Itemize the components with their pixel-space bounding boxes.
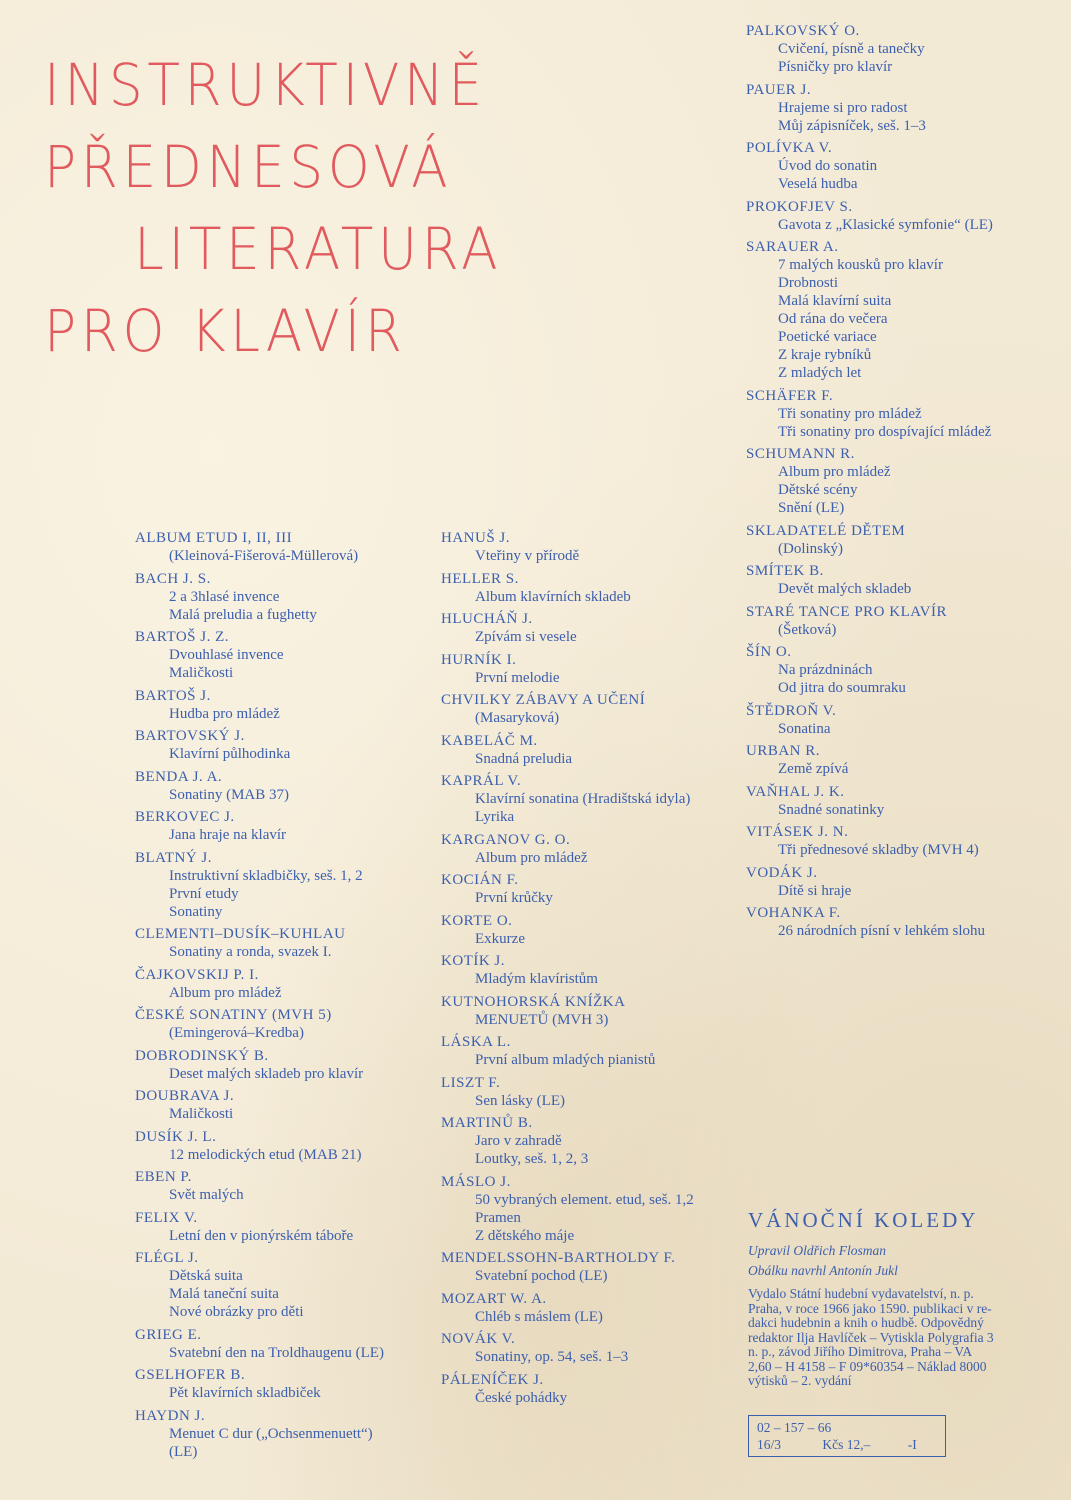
catalog-entry	[441, 1371, 741, 1407]
catalog-entry	[135, 1047, 435, 1083]
work-title: Hrajeme si pro radost	[778, 99, 908, 116]
publication-line: výtisků – 2. vydání	[748, 1373, 852, 1388]
catalog-entry	[135, 925, 435, 961]
work-title: Veselá hudba	[778, 176, 858, 192]
catalog-entry	[746, 823, 1071, 859]
work-title: 26 národních písní v lehkém slohu	[778, 923, 986, 939]
catalog-entry	[746, 702, 1071, 738]
work-title: Klavírní sonatina (Hradištská idyla)	[475, 791, 691, 807]
work-title: Maličkosti	[169, 1106, 234, 1122]
catalog-entry	[135, 1209, 435, 1245]
title-line-3: LITERATURA	[134, 215, 503, 283]
work-title: 50 vybraných element. etud, seš. 1,2	[475, 1191, 694, 1208]
catalog-entry	[746, 904, 1071, 940]
catalog-entry	[441, 1074, 741, 1110]
catalog-entry	[441, 1114, 741, 1168]
catalog-entry	[441, 993, 741, 1029]
catalog-entry	[746, 522, 1071, 558]
work-title: Drobnosti	[778, 275, 838, 291]
composer-name: ŠÍN O.	[746, 644, 792, 660]
work-title: Svatební pochod (LE)	[475, 1268, 608, 1284]
composer-name: PALKOVSKÝ O.	[746, 23, 860, 39]
price-group: 16/3	[757, 1436, 782, 1452]
composer-name: HLUCHÁŇ J.	[441, 611, 533, 627]
catalog-entry	[135, 1326, 435, 1362]
composer-name: EBEN P.	[135, 1169, 192, 1185]
work-title: První etudy	[169, 885, 239, 902]
catalog-entry	[746, 445, 1071, 517]
composer-name: HANUŠ J.	[441, 530, 511, 546]
composer-name: BENDA J. A.	[135, 768, 223, 785]
publication-line: Praha, v roce 1966 jako 1590. publikaci v re-	[748, 1300, 992, 1316]
catalog-entry	[135, 570, 435, 624]
composer-name: LISZT F.	[441, 1074, 501, 1091]
composer-name: KUTNOHORSKÁ KNÍŽKA	[441, 993, 626, 1010]
composer-name: BERKOVEC J.	[135, 809, 235, 825]
work-title: Malá taneční suita	[169, 1286, 279, 1302]
work-title: Pět klavírních skladbiček	[169, 1385, 321, 1401]
catalog-entry	[441, 831, 741, 867]
title-line-1: INSTRUKTIVNĚ	[44, 51, 487, 119]
composer-name: KABELÁČ M.	[441, 732, 538, 749]
work-title: Dětské scény	[778, 482, 858, 498]
price-row	[757, 1436, 937, 1453]
work-title: Jaro v zahradě	[475, 1133, 562, 1149]
catalog-entry	[135, 1407, 435, 1461]
publication-line: 2,60 – H 4158 – F 09*60354 – Náklad 8000	[748, 1358, 987, 1374]
composer-name: SMÍTEK B.	[746, 563, 824, 579]
work-title: Deset malých skladeb pro klavír	[169, 1065, 364, 1082]
work-title: 7 malých kousků pro klavír	[778, 257, 943, 273]
composer-name: DOBRODINSKÝ B.	[135, 1047, 269, 1064]
composer-name: STARÉ TANCE PRO KLAVÍR	[746, 603, 947, 620]
catalog-entry	[746, 742, 1071, 778]
publication-line: n. p., závod Jiřího Dimitrova, Praha – VA	[748, 1344, 973, 1359]
catalog-entry	[441, 570, 741, 606]
composer-name: PAUER J.	[746, 81, 812, 98]
work-title: Menuet C dur („Ochsenmenuett“)	[169, 1425, 373, 1442]
work-title: Sonatiny (MAB 37)	[169, 786, 289, 803]
publication-details	[748, 1287, 1071, 1389]
work-title: Lyrika	[475, 809, 515, 825]
work-title: Instruktivní skladbičky, seš. 1, 2	[169, 867, 363, 884]
catalog-entry	[441, 912, 741, 948]
work-title: Vteřiny v přírodě	[475, 548, 580, 564]
catalog-entry	[441, 952, 741, 988]
composer-name: VODÁK J.	[746, 864, 818, 881]
work-title: Devět malých skladeb	[778, 581, 912, 597]
composer-name: ČAJKOVSKIJ P. I.	[135, 966, 259, 983]
composer-name: HURNÍK I.	[441, 651, 517, 668]
work-title: 2 a 3hlasé invence	[169, 588, 280, 605]
work-title: Snadné sonatinky	[778, 801, 885, 818]
catalog-entry	[135, 1168, 435, 1204]
composer-name: ŠTĚDROŇ V.	[746, 702, 837, 719]
composer-name: VITÁSEK J. N.	[746, 824, 849, 840]
catalog-entry	[441, 1033, 741, 1069]
catalog-entry	[135, 727, 435, 763]
composer-name: FLÉGL J.	[135, 1250, 199, 1266]
composer-name: CHVILKY ZÁBAVY A UČENÍ	[441, 692, 646, 708]
catalog-entry	[746, 81, 1071, 135]
work-title: Exkurze	[475, 930, 525, 947]
composer-name: KAPRÁL V.	[441, 773, 522, 789]
work-title: Snadná preludia	[475, 750, 573, 767]
catalog-entry	[441, 691, 741, 727]
composer-name: SKLADATELÉ DĚTEM	[746, 522, 906, 539]
catalog-column-3	[746, 22, 1071, 945]
work-title: Dětská suita	[169, 1268, 243, 1284]
work-title: Sonatiny a ronda, svazek I.	[169, 944, 332, 960]
catalog-entry	[746, 783, 1071, 819]
work-title: Malá preludia a fughetty	[169, 606, 317, 623]
work-title: Tři sonatiny pro dospívající mládež	[778, 423, 992, 440]
catalog-entry	[746, 387, 1071, 441]
work-title: Album klavírních skladeb	[475, 588, 631, 605]
work-title: Sonatiny	[169, 903, 223, 920]
catalog-entry	[135, 529, 435, 565]
work-title: (Šetková)	[778, 621, 837, 638]
composer-name: SARAUER A.	[746, 239, 839, 255]
composer-name: DOUBRAVA J.	[135, 1088, 235, 1104]
work-title: České pohádky	[475, 1389, 568, 1406]
work-title: Můj zápisníček, seš. 1–3	[778, 117, 926, 134]
work-title: Od rána do večera	[778, 311, 888, 327]
work-title: (Dolinský)	[778, 540, 843, 557]
composer-name: ALBUM ETUD I, II, III	[135, 530, 293, 546]
catalog-entry	[135, 966, 435, 1002]
work-title: Mladým klavíristům	[475, 971, 598, 987]
composer-name: POLÍVKA V.	[746, 140, 833, 156]
composer-name: BACH J. S.	[135, 570, 211, 587]
work-title: Z mladých let	[778, 365, 862, 381]
catalog-entry	[135, 1087, 435, 1123]
catalog-entry	[135, 628, 435, 682]
catalog-entry	[441, 871, 741, 907]
composer-name: KORTE O.	[441, 912, 513, 929]
work-title: Loutky, seš. 1, 2, 3	[475, 1151, 589, 1167]
work-title: Tři přednesové skladby (MVH 4)	[778, 842, 979, 858]
work-title: Na prázdninách	[778, 662, 873, 678]
composer-name: GSELHOFER B.	[135, 1367, 246, 1383]
composer-name: KARGANOV G. O.	[441, 831, 571, 848]
work-title: Pramen	[475, 1209, 521, 1226]
work-title: 12 melodických etud (MAB 21)	[169, 1146, 362, 1163]
catalog-entry	[746, 238, 1071, 382]
cover-title	[44, 44, 542, 372]
catalog-code: 02 – 157 – 66	[757, 1419, 832, 1435]
catalog-entry	[135, 687, 435, 723]
work-title: (Masaryková)	[475, 710, 560, 726]
work-title: Snění (LE)	[778, 500, 845, 516]
work-title: Jana hraje na klavír	[169, 827, 287, 843]
catalog-entry	[441, 1290, 741, 1326]
work-title: Letní den v pionýrském táboře	[169, 1227, 354, 1244]
imprint-heading: VÁNOČNÍ KOLEDY	[748, 1208, 979, 1232]
work-title: (Emingerová–Kredba)	[169, 1025, 304, 1041]
work-title: (Kleinová-Fišerová-Müllerová)	[169, 548, 359, 564]
work-title: MENUETŮ (MVH 3)	[475, 1011, 609, 1028]
composer-name: PÁLENÍČEK J.	[441, 1371, 544, 1388]
catalog-entry	[135, 1128, 435, 1164]
publication-line: dakci hudebnin a knih o hudbě. Odpovědný	[748, 1315, 984, 1330]
catalog-entry	[746, 139, 1071, 193]
work-title: Sen lásky (LE)	[475, 1092, 565, 1109]
work-title: Nové obrázky pro děti	[169, 1304, 304, 1320]
catalog-entry	[441, 1173, 741, 1245]
catalog-entry	[746, 562, 1071, 598]
composer-name: VAŇHAL J. K.	[746, 783, 845, 800]
composer-name: VOHANKA F.	[746, 905, 841, 921]
work-title: Z dětského máje	[475, 1227, 575, 1244]
composer-name: GRIEG E.	[135, 1326, 202, 1343]
composer-name: HAYDN J.	[135, 1407, 206, 1424]
work-title: Maličkosti	[169, 665, 234, 681]
composer-name: BARTOŠ J.	[135, 687, 211, 704]
publication-line: redaktor Ilja Havlíček – Vytiskla Polygrafia 3	[748, 1329, 994, 1345]
work-title: Dítě si hraje	[778, 882, 852, 899]
composer-name: URBAN R.	[746, 743, 821, 759]
composer-name: PROKOFJEV S.	[746, 198, 853, 215]
catalog-entry	[135, 849, 435, 921]
title-line-2: PŘEDNESOVÁ	[44, 133, 453, 201]
composer-name: DUSÍK J. L.	[135, 1128, 217, 1145]
composer-name: ČESKÉ SONATINY (MVH 5)	[135, 1007, 332, 1023]
catalog-entry	[441, 610, 741, 646]
catalog-entry	[135, 768, 435, 804]
work-title: Země zpívá	[778, 761, 849, 777]
catalog-entry	[441, 732, 741, 768]
catalog-entry	[746, 603, 1071, 639]
work-title: Gavota z „Klasické symfonie“ (LE)	[778, 216, 993, 233]
composer-name: MÁSLO J.	[441, 1173, 511, 1190]
composer-name: SCHÄFER F.	[746, 387, 834, 404]
work-title: Chléb s máslem (LE)	[475, 1308, 603, 1325]
composer-name: CLEMENTI–DUSÍK–KUHLAU	[135, 926, 346, 942]
work-title: Úvod do sonatin	[778, 158, 878, 174]
work-title: Malá klavírní suita	[778, 293, 892, 309]
work-title: První melodie	[475, 669, 560, 686]
work-title: Svatební den na Troldhaugenu (LE)	[169, 1344, 384, 1361]
work-title: Písničky pro klavír	[778, 59, 893, 75]
work-title: Cvičení, písně a tanečky	[778, 41, 925, 57]
work-title: Sonatina	[778, 720, 831, 737]
composer-name: KOCIÁN F.	[441, 872, 519, 888]
work-title: Poetické variace	[778, 329, 877, 345]
catalog-code-box	[748, 1415, 946, 1457]
catalog-entry	[441, 772, 741, 826]
catalog-column-1	[135, 529, 435, 1465]
work-title: Zpívám si vesele	[475, 629, 577, 645]
work-title: (LE)	[169, 1443, 198, 1460]
catalog-entry	[135, 808, 435, 844]
catalog-column-2	[441, 529, 741, 1411]
work-title: Hudba pro mládež	[169, 705, 280, 722]
work-title: Album pro mládež	[778, 464, 891, 480]
title-line-4: PRO KLAVÍR	[44, 297, 407, 365]
work-title: Od jitra do soumraku	[778, 680, 906, 696]
catalog-entry	[746, 864, 1071, 900]
arranger-credit: Upravil Oldřich Flosman	[748, 1243, 886, 1258]
price: Kčs 12,–	[822, 1436, 871, 1452]
catalog-entry	[135, 1366, 435, 1402]
imprint	[748, 1208, 1071, 1457]
work-title: Sonatiny, op. 54, seš. 1–3	[475, 1349, 629, 1365]
composer-name: BLATNÝ J.	[135, 849, 213, 866]
composer-name: NOVÁK V.	[441, 1331, 516, 1347]
work-title: První krůčky	[475, 890, 553, 906]
catalog-entry	[746, 198, 1071, 234]
price-suffix: -I	[907, 1436, 917, 1452]
work-title: Z kraje rybníků	[778, 347, 872, 363]
publication-line: Vydalo Státní hudební vydavatelství, n. p.	[748, 1286, 974, 1301]
work-title: Svět malých	[169, 1187, 244, 1203]
catalog-entry	[746, 22, 1071, 76]
composer-name: MENDELSSOHN-BARTHOLDY F.	[441, 1250, 676, 1266]
work-title: První album mladých pianistů	[475, 1052, 656, 1068]
work-title: Album pro mládež	[169, 984, 282, 1001]
work-title: Tři sonatiny pro mládež	[778, 405, 922, 422]
composer-name: FELIX V.	[135, 1209, 198, 1226]
work-title: Dvouhlasé invence	[169, 647, 284, 663]
catalog-entry	[135, 1006, 435, 1042]
work-title: Klavírní půlhodinka	[169, 746, 291, 762]
composer-name: BARTOŠ J. Z.	[135, 629, 230, 645]
composer-name: KOTÍK J.	[441, 953, 505, 969]
catalog-entry	[441, 1330, 741, 1366]
cover-designer-credit: Obálku navrhl Antonín Jukl	[748, 1263, 898, 1278]
catalog-entry	[441, 529, 741, 565]
composer-name: MARTINŮ B.	[441, 1115, 533, 1131]
composer-name: SCHUMANN R.	[746, 446, 855, 462]
catalog-entry	[441, 651, 741, 687]
catalog-entry	[441, 1249, 741, 1285]
work-title: Album pro mládež	[475, 849, 588, 866]
catalog-entry	[135, 1249, 435, 1321]
composer-name: LÁSKA L.	[441, 1034, 511, 1050]
composer-name: BARTOVSKÝ J.	[135, 728, 245, 744]
composer-name: HELLER S.	[441, 570, 519, 587]
catalog-entry	[746, 643, 1071, 697]
composer-name: MOZART W. A.	[441, 1290, 547, 1307]
